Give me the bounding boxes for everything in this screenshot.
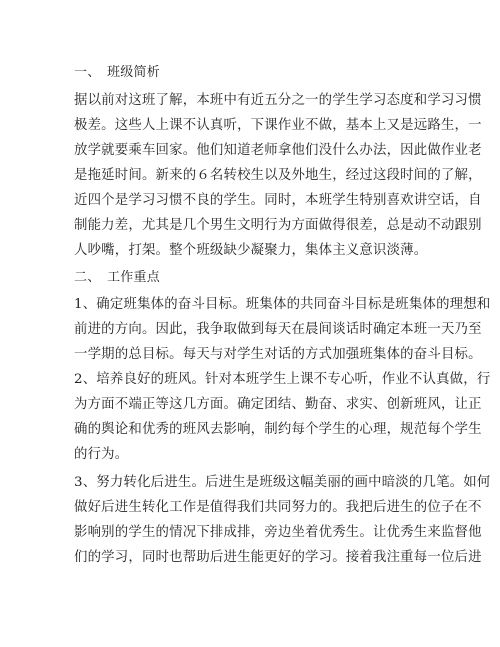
paragraph-line: 影响别的学生的情况下排成排，旁边坐着优秀生。让优秀生来监督他 [74, 525, 482, 540]
paragraph-line: 人吵嘴，打架。整个班级缺少凝聚力，集体主义意识淡薄。 [74, 243, 428, 258]
paragraph-line: 2、培养良好的班风。针对本班学生上课不专心听，作业不认真做，行 [74, 372, 491, 387]
paragraph-line: 1、确定班集体的奋斗目标。班集体的共同奋斗目标是班集体的理想和 [74, 297, 491, 312]
paragraph-line: 做好后进生转化工作是值得我们共同努力的。我把后进生的位子在不 [74, 500, 482, 515]
paragraph-line: 确的舆论和优秀的班风去影响，制约每个学生的心理，规范每个学生 [74, 422, 482, 437]
paragraph-line: 前进的方向。因此，我争取做到每天在晨间谈话时确定本班一天乃至 [74, 322, 482, 337]
paragraph-line: 3、努力转化后进生。后进生是班级这幅美丽的画中暗淡的几笔。如何 [74, 475, 491, 490]
paragraph-line: 是拖延时间。新来的６名转校生以及外地生，经过这段时间的了解， [74, 168, 482, 183]
paragraph-line: 一学期的总目标。每天与对学生对话的方式加强班集体的奋斗目标。 [74, 347, 482, 362]
paragraph-line: 制能力差，尤其是几个男生文明行为方面做得很差，总是动不动跟别 [74, 218, 482, 233]
paragraph-line: 为方面不端正等这几方面。确定团结、勤奋、求实、创新班风，让正 [74, 397, 482, 412]
paragraph-line: 放学就要乘车回家。他们知道老师拿他们没什么办法，因此做作业老 [74, 143, 482, 158]
paragraph-line: 近四个是学习习惯不良的学生。同时，本班学生特别喜欢讲空话，自 [74, 193, 482, 208]
paragraph-line: 的行为。 [74, 447, 129, 462]
paragraph-line: 据以前对这班了解，本班中有近五分之一的学生学习态度和学习习惯 [74, 93, 482, 108]
section-heading-class-analysis: 一、 班级简析 [74, 65, 160, 80]
paragraph-line: 极差。这些人上课不认真听，下课作业不做，基本上又是远路生，一 [74, 118, 482, 133]
section-heading-work-focus: 二、 工作重点 [74, 270, 160, 285]
paragraph-line: 们的学习，同时也帮助后进生能更好的学习。接着我注重每一位后进 [74, 550, 482, 565]
